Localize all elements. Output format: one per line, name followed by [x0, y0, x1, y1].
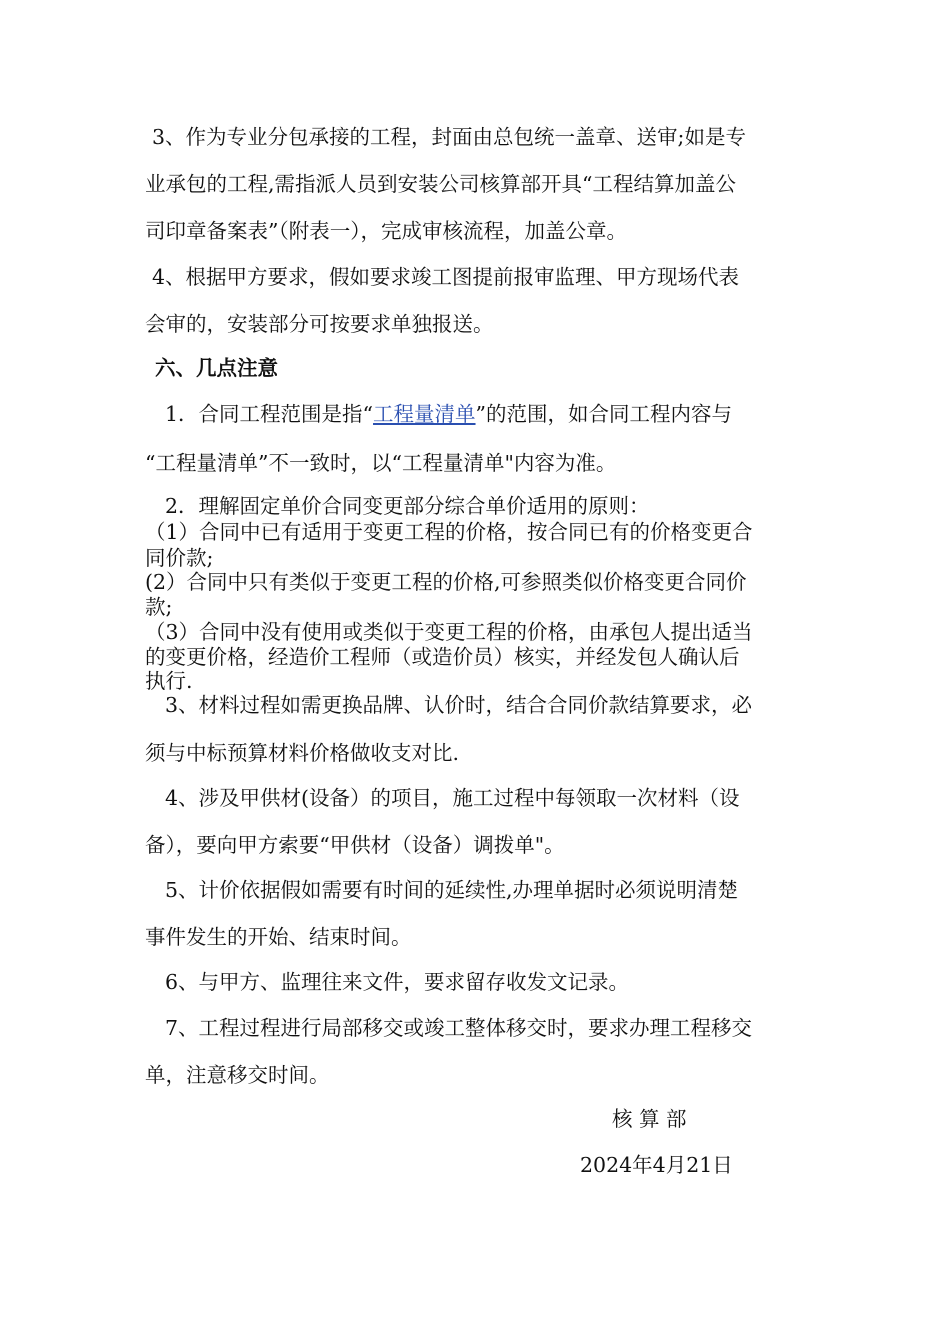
item-4-line-2: 备），要向甲方索要“甲供材（设备）调拨单"。 — [145, 833, 565, 857]
item-4-line-1: 4、涉及甲供材(设备）的项目，施工过程中每领取一次材料（设 — [165, 786, 740, 810]
item-2-line-1: 2．理解固定单价合同变更部分综合单价适用的原则： — [165, 494, 650, 518]
item-1-suffix: ”的范围，如合同工程内容与 — [475, 402, 733, 426]
item-1-line-1 — [165, 401, 732, 427]
paragraph-3-line-2: 业承包的工程,需指派人员到安装公司核算部开具“工程结算加盖公 — [145, 172, 736, 196]
signature-date: 2024年4月21日 — [580, 1153, 733, 1177]
item-2-a-line-2: 同价款; — [145, 546, 214, 570]
signature-department: 核 算 部 — [612, 1107, 687, 1131]
bill-of-quantities-link[interactable]: 工程量清单 — [373, 402, 476, 426]
section-6-heading: 六、几点注意 — [155, 356, 278, 380]
item-2-a-line-1: （1）合同中已有适用于变更工程的价格，按合同已有的价格变更合 — [145, 520, 753, 544]
item-2-b-line-2: 款; — [145, 595, 173, 619]
item-2-b-line-1: (2）合同中只有类似于变更工程的价格,可参照类似价格变更合同价 — [145, 570, 747, 594]
paragraph-3-line-3: 司印章备案表”（附表一），完成审核流程，加盖公章。 — [145, 219, 627, 243]
paragraph-3-line-1: 3、作为专业分包承接的工程，封面由总包统一盖章、送审;如是专 — [152, 125, 746, 149]
paragraph-4-line-2: 会审的，安装部分可按要求单独报送。 — [145, 312, 494, 336]
item-7-line-1: 7、工程过程进行局部移交或竣工整体移交时，要求办理工程移交 — [165, 1016, 753, 1040]
item-7-line-2: 单，注意移交时间。 — [145, 1063, 330, 1087]
item-3-line-1: 3、材料过程如需更换品牌、认价时，结合合同价款结算要求，必 — [165, 693, 753, 717]
item-2-c-line-2: 的变更价格，经造价工程师（或造价员）核实，并经发包人确认后 — [145, 645, 740, 669]
item-5-line-1: 5、计价依据假如需要有时间的延续性,办理单据时必须说明清楚 — [165, 878, 739, 902]
item-2-c-line-3: 执行. — [145, 669, 193, 693]
item-3-line-2: 须与中标预算材料价格做收支对比. — [145, 741, 460, 765]
item-1-line-2: “工程量清单”不一致时，以“工程量清单"内容为准。 — [145, 451, 617, 475]
item-6-line-1: 6、与甲方、监理往来文件，要求留存收发文记录。 — [165, 970, 630, 994]
paragraph-4-line-1: 4、根据甲方要求，假如要求竣工图提前报审监理、甲方现场代表 — [152, 265, 740, 289]
item-1-prefix: 1．合同工程范围是指“ — [165, 402, 374, 426]
item-5-line-2: 事件发生的开始、结束时间。 — [145, 925, 412, 949]
item-2-c-line-1: （3）合同中没有使用或类似于变更工程的价格，由承包人提出适当 — [145, 620, 753, 644]
